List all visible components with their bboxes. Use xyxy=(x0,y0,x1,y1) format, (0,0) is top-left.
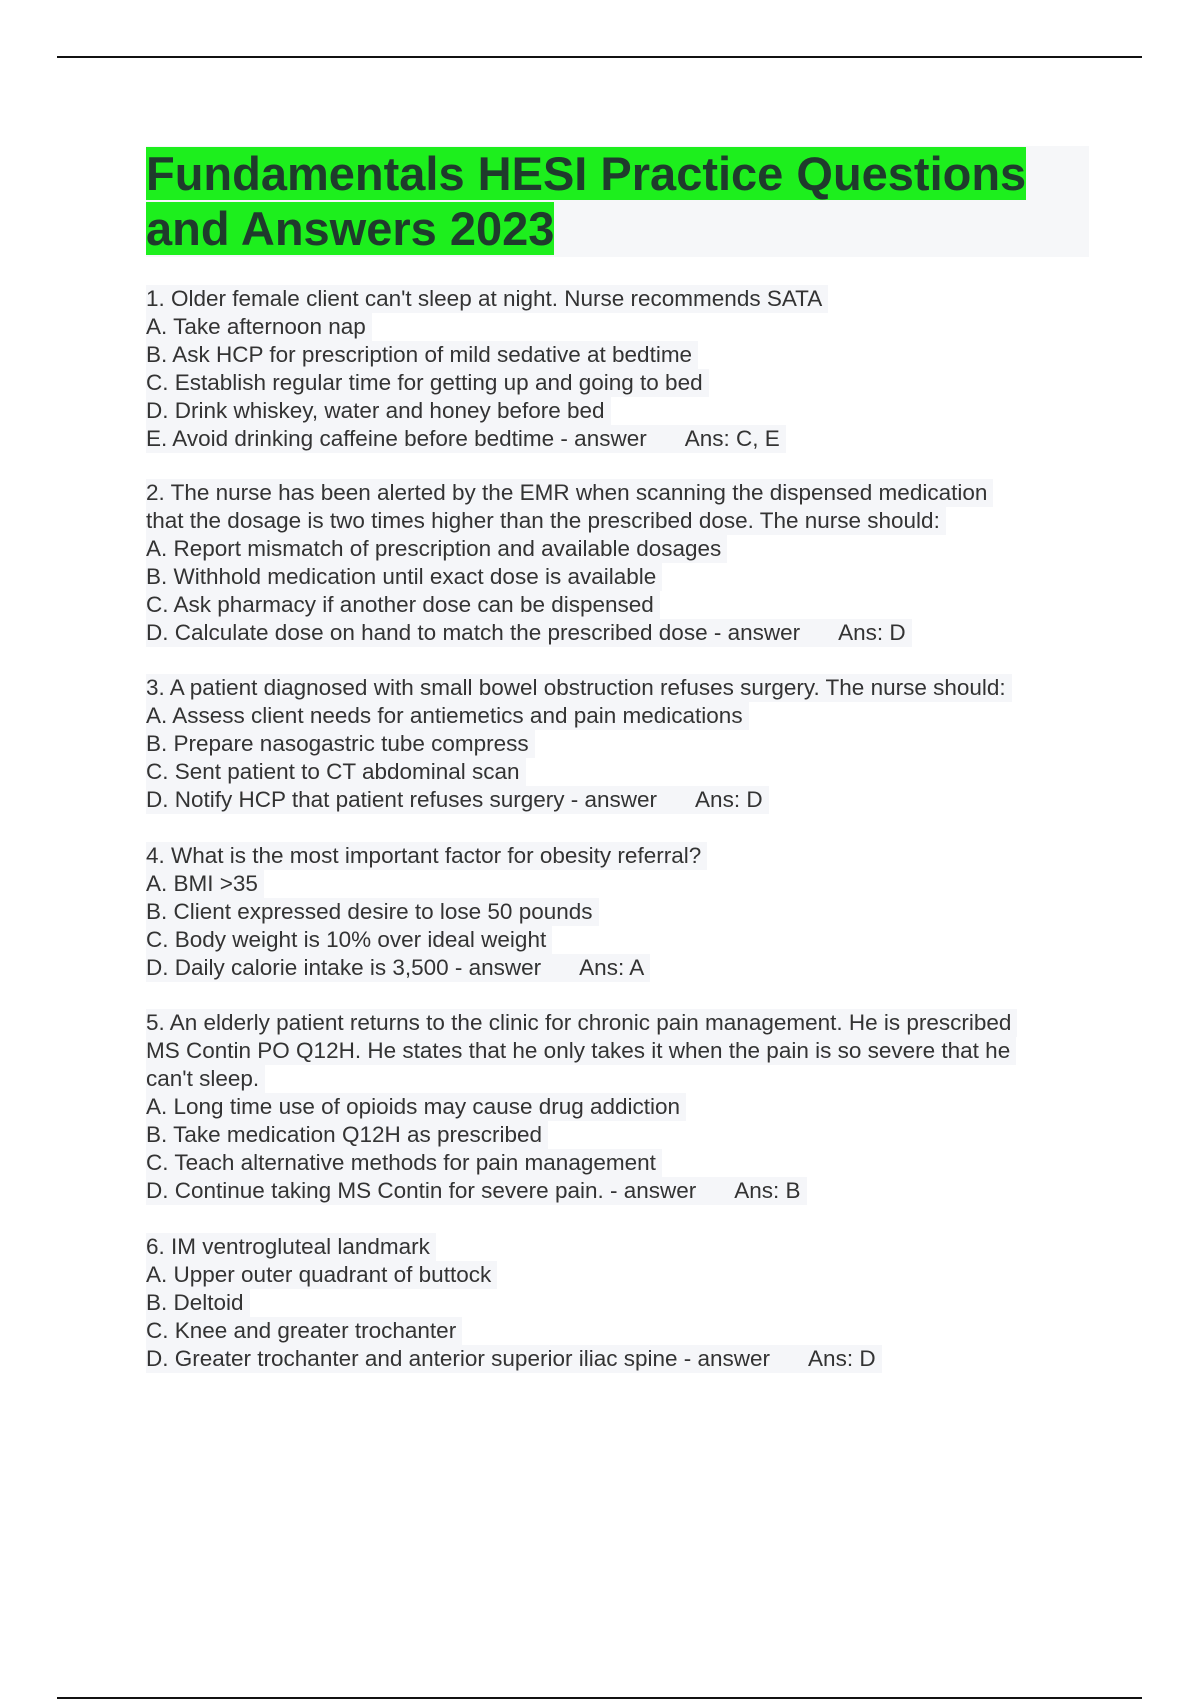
option-line: that the dosage is two times higher than the prescribed dose. The nurse should: xyxy=(146,507,946,535)
question-text: 5. An elderly patient returns to the clinic for chronic pain management. He is prescribed xyxy=(146,1009,1017,1037)
question-5 xyxy=(146,1009,1096,1205)
option-line: B. Prepare nasogastric tube compress xyxy=(146,730,535,758)
option-line: D. Drink whiskey, water and honey before bed xyxy=(146,397,611,425)
answer-line xyxy=(146,954,650,982)
option-line: can't sleep. xyxy=(146,1065,265,1093)
option-line: A. BMI >35 xyxy=(146,870,264,898)
answer-option: D. Calculate dose on hand to match the prescribed dose - answer xyxy=(146,620,801,645)
answer-line xyxy=(146,1177,807,1205)
top-rule xyxy=(57,56,1142,58)
option-line: B. Ask HCP for prescription of mild sedative at bedtime xyxy=(146,341,698,369)
option-line: C. Ask pharmacy if another dose can be dispensed xyxy=(146,591,660,619)
answer-key: Ans: D xyxy=(808,1346,876,1371)
answer-line xyxy=(146,425,786,453)
option-line: C. Establish regular time for getting up and going to bed xyxy=(146,369,709,397)
question-1 xyxy=(146,285,1096,453)
option-line: A. Take afternoon nap xyxy=(146,313,372,341)
option-line: B. Deltoid xyxy=(146,1289,250,1317)
title-block xyxy=(146,146,1089,257)
question-text: 1. Older female client can't sleep at night. Nurse recommends SATA xyxy=(146,285,828,313)
answer-option: D. Notify HCP that patient refuses surgery - answer xyxy=(146,787,658,812)
answer-key: Ans: A xyxy=(579,955,645,980)
question-6 xyxy=(146,1233,1096,1373)
answer-key: Ans: D xyxy=(695,787,763,812)
answer-line xyxy=(146,1345,882,1373)
question-2 xyxy=(146,479,1096,647)
option-line: A. Assess client needs for antiemetics and pain medications xyxy=(146,702,749,730)
question-text: 4. What is the most important factor for obesity referral? xyxy=(146,842,707,870)
answer-option: E. Avoid drinking caffeine before bedtime - answer xyxy=(146,426,647,451)
option-line: C. Sent patient to CT abdominal scan xyxy=(146,758,526,786)
question-4 xyxy=(146,842,1096,982)
answer-option: D. Continue taking MS Contin for severe pain. - answer xyxy=(146,1178,697,1203)
option-line: A. Report mismatch of prescription and available dosages xyxy=(146,535,727,563)
page-title: Fundamentals HESI Practice Questions and Answers 2023 xyxy=(146,147,1027,255)
answer-key: Ans: D xyxy=(838,620,906,645)
option-line: C. Knee and greater trochanter xyxy=(146,1317,462,1345)
option-line: B. Client expressed desire to lose 50 pounds xyxy=(146,898,599,926)
option-line: A. Upper outer quadrant of buttock xyxy=(146,1261,497,1289)
answer-option: D. Greater trochanter and anterior superior iliac spine - answer xyxy=(146,1346,771,1371)
question-text: 6. IM ventrogluteal landmark xyxy=(146,1233,436,1261)
answer-option: D. Daily calorie intake is 3,500 - answer xyxy=(146,955,542,980)
bottom-rule xyxy=(57,1697,1142,1699)
option-line: C. Body weight is 10% over ideal weight xyxy=(146,926,552,954)
option-line: B. Take medication Q12H as prescribed xyxy=(146,1121,548,1149)
answer-line xyxy=(146,619,912,647)
answer-key: Ans: C, E xyxy=(684,426,780,451)
question-text: 2. The nurse has been alerted by the EMR when scanning the dispensed medication xyxy=(146,479,993,507)
answer-key: Ans: B xyxy=(734,1178,801,1203)
option-line: C. Teach alternative methods for pain management xyxy=(146,1149,662,1177)
question-text: 3. A patient diagnosed with small bowel obstruction refuses surgery. The nurse should: xyxy=(146,674,1012,702)
option-line: A. Long time use of opioids may cause drug addiction xyxy=(146,1093,686,1121)
answer-line xyxy=(146,786,769,814)
question-3 xyxy=(146,674,1096,814)
option-line: MS Contin PO Q12H. He states that he only takes it when the pain is so severe that he xyxy=(146,1037,1016,1065)
option-line: B. Withhold medication until exact dose is available xyxy=(146,563,662,591)
